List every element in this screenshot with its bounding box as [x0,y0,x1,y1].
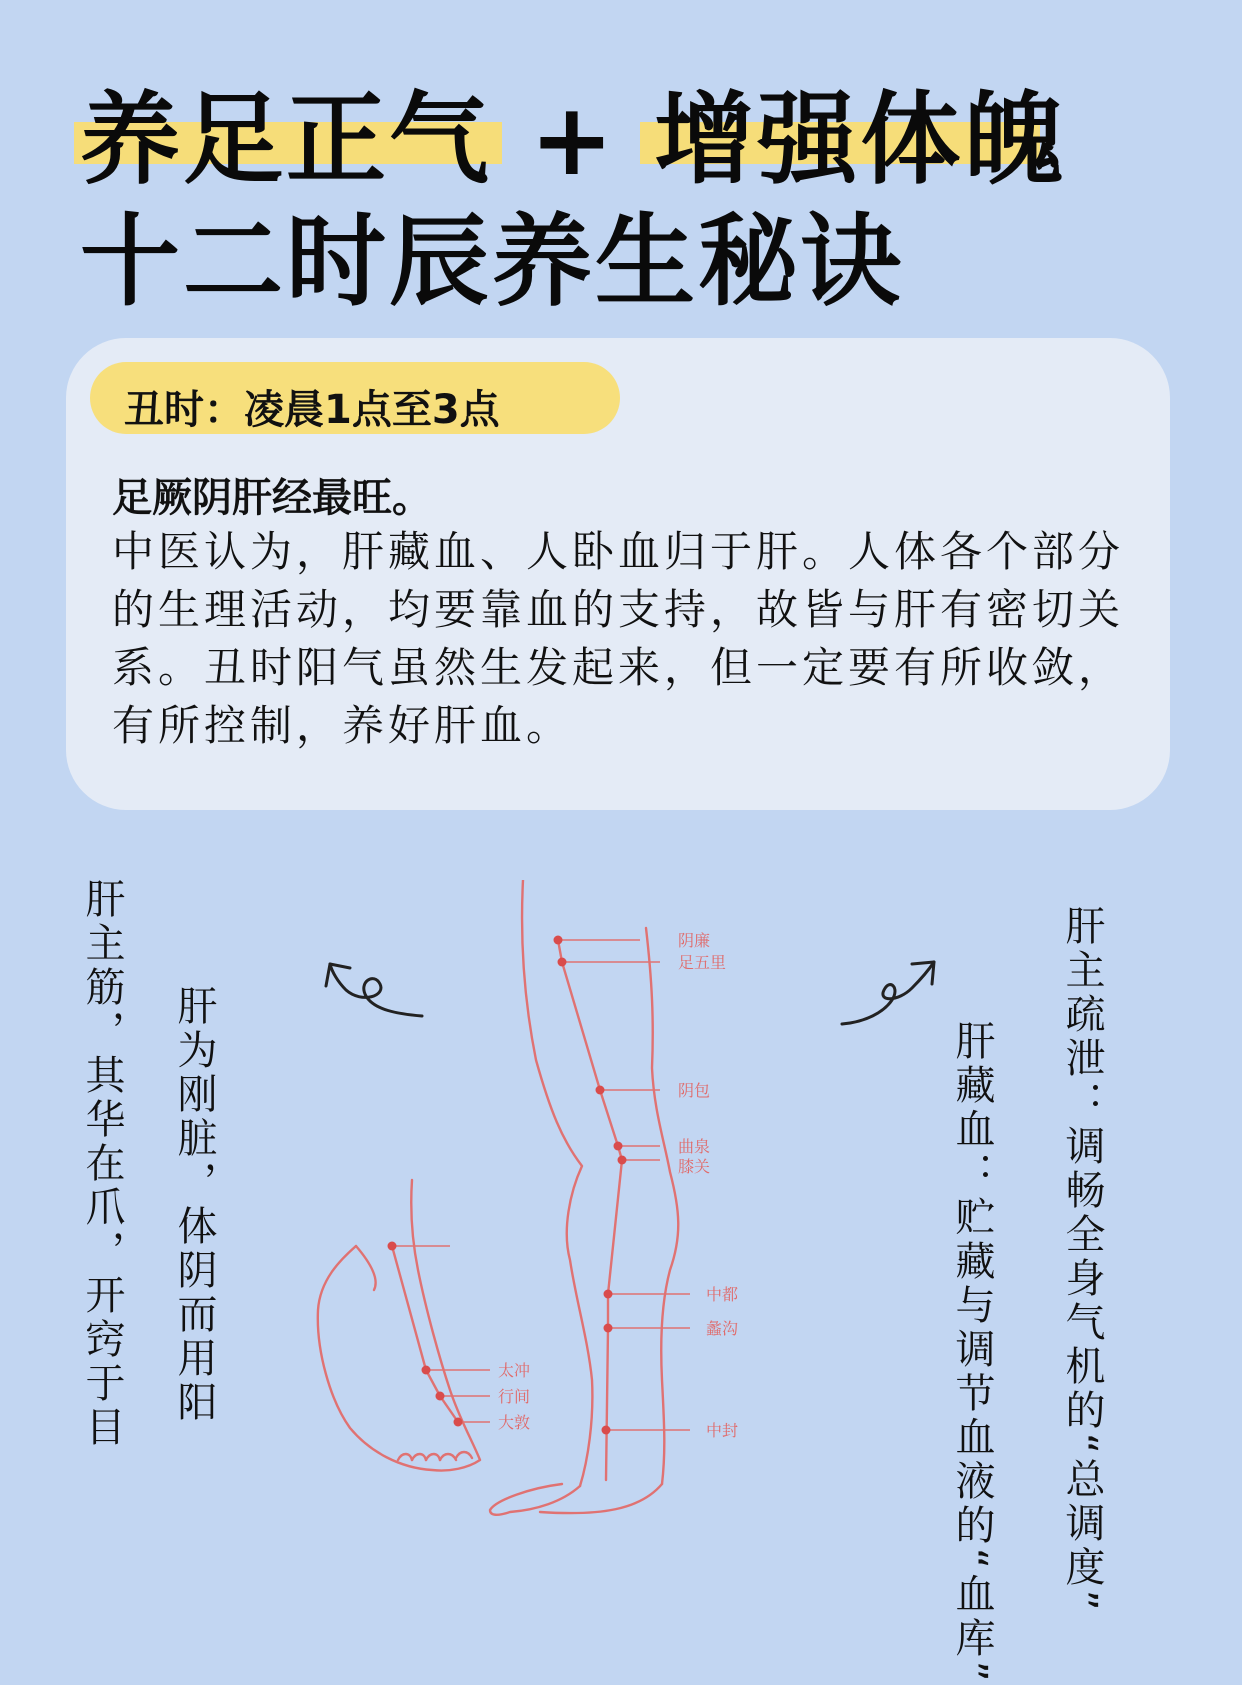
info-card [66,338,1170,810]
time-label: 丑时：凌晨1点至3点 [124,387,500,433]
note-left-outer: 肝主筋，其华在爪，开窍于目 [79,878,125,1450]
acupoint-label-dadun: 大敦 [498,1413,531,1432]
acupoint-label-yinbao: 阴包 [678,1081,711,1100]
acupoint-label-ligou: 蠡沟 [706,1319,739,1338]
note-right-inner: 肝藏血：贮藏与调节血液的“血库” [949,1020,995,1685]
acupoint-label-xiguan: 膝关 [678,1157,711,1176]
acupoint-label-zuwuli: 足五里 [678,953,727,972]
acupoint-label-taichong: 太冲 [498,1361,531,1380]
acupoint-label-zhongdu: 中都 [706,1285,739,1304]
note-left-inner: 肝为刚脏，体阴而用阳 [171,985,217,1425]
card-body-text: 中医认为，肝藏血、人卧血归于肝。人体各个部分的生理活动，均要靠血的支持，故皆与肝有密切关系。丑时阳气虽然生发起来，但一定要有所收敛，有所控制，养好肝血。 [112,527,1125,750]
card-heading: 足厥阴肝经最旺。 [112,475,432,521]
acupoint-label-yinlian: 阴廉 [678,931,711,950]
acupoint-label-xingjian: 行间 [498,1387,531,1406]
liver-meridian-illustration [300,880,820,1540]
acupoint-label-zhongfeng: 中封 [706,1421,739,1440]
page-title-line1: 养足正气 + 增强体魄 [80,81,1067,198]
note-right-outer: 肝主疏泄：调畅全身气机的“总调度” [1059,905,1105,1615]
page-title-line2: 十二时辰养生秘诀 [80,203,904,320]
right-loop-arrow-icon [838,950,948,1030]
acupoint-label-ququan: 曲泉 [678,1137,711,1156]
